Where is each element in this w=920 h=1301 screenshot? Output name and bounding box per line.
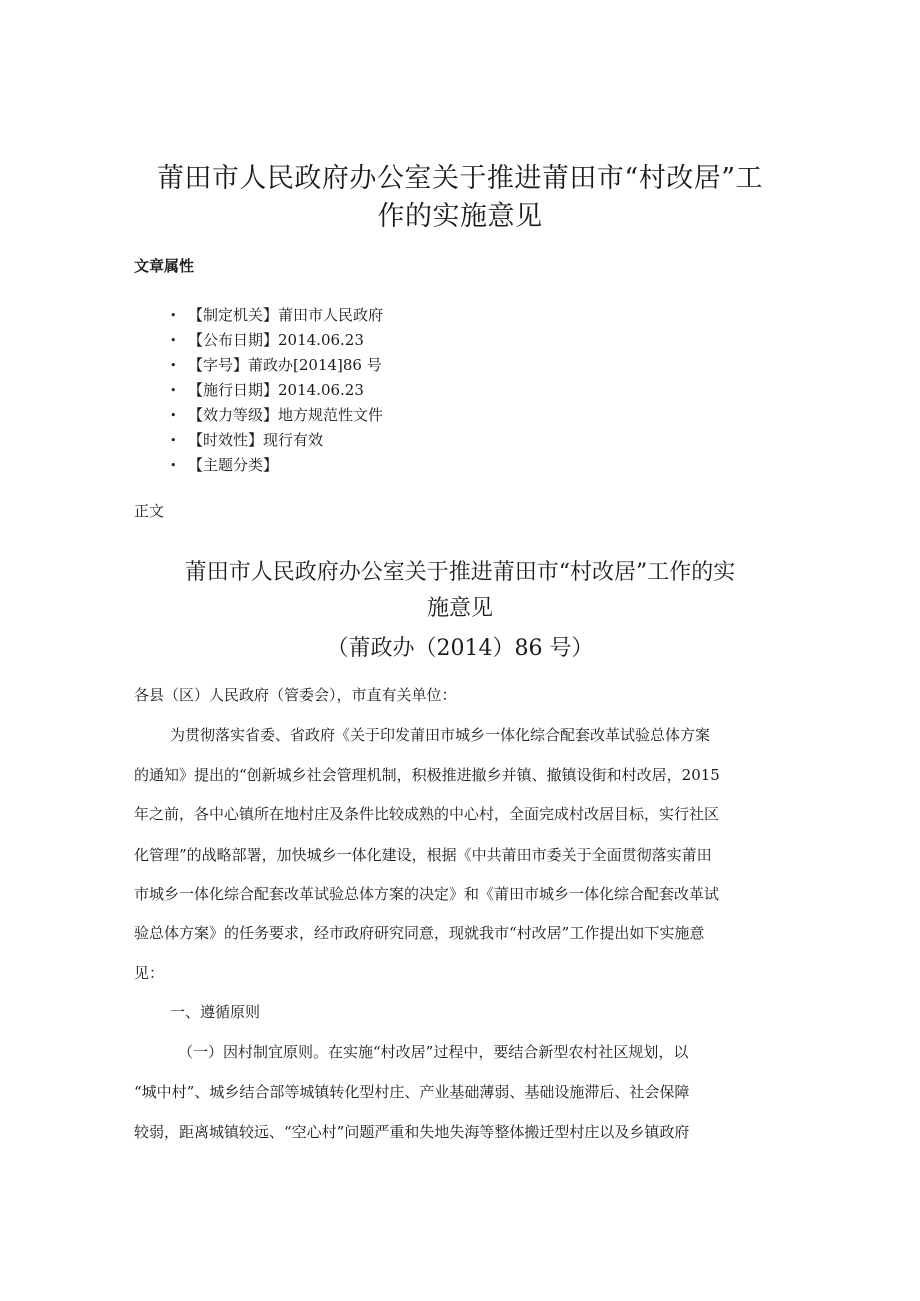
bullet-icon: •: [170, 384, 177, 397]
attribute-text: 【施行日期】2014.06.23: [188, 381, 364, 399]
main-title-line-2: 施意见: [426, 596, 493, 621]
paragraph-line: 的通知》提出的“创新城乡社会管理机制，积极推进撤乡并镇、撤镇设街和村改居，2015: [134, 766, 720, 784]
attribute-item: [170, 353, 383, 378]
attribute-text: 【效力等级】地方规范性文件: [188, 406, 384, 424]
main-title: [130, 555, 790, 627]
paragraph-line: （一）因村制宜原则。在实施“村改居”过程中，要结合新型农村社区规划，以: [178, 1043, 689, 1061]
document-number: （莆政办（2014）86 号）: [326, 636, 594, 661]
main-title-line-1: 莆田市人民政府办公室关于推进莆田市“村改居”工作的实: [184, 560, 736, 585]
bullet-icon: •: [170, 359, 177, 372]
bullet-icon: •: [170, 434, 177, 447]
attribute-text: 【公布日期】2014.06.23: [188, 331, 364, 349]
document-title-line-1: 莆田市人民政府办公室关于推进莆田市“村改居”工: [156, 163, 764, 194]
attribute-item: [170, 303, 383, 328]
attribute-item: [170, 403, 383, 428]
paragraph-line: 化管理”的战略部署，加快城乡一体化建设，根据《中共莆田市委关于全面贯彻落实莆田: [134, 846, 712, 864]
paragraph-line: “城中村”、城乡结合部等城镇转化型村庄、产业基础薄弱、基础设施滞后、社会保障: [134, 1083, 690, 1101]
bullet-icon: •: [170, 409, 177, 422]
body-heading: 正文: [134, 502, 165, 520]
attribute-text: 【字号】莆政办[2014]86 号: [188, 356, 382, 374]
attributes-heading: 文章属性: [134, 257, 195, 275]
attributes-list: [170, 303, 383, 478]
paragraph-line: 市城乡一体化综合配套改革试验总体方案的决定》和《莆田市城乡一体化综合配套改革试: [134, 885, 720, 903]
attribute-text: 【时效性】现行有效: [188, 431, 324, 449]
paragraph-line: 年之前，各中心镇所在地村庄及条件比较成熟的中心村，全面完成村改居目标，实行社区: [134, 805, 720, 823]
document-title: [130, 160, 790, 236]
section-heading: 一、遵循原则: [170, 1003, 261, 1021]
attribute-item: [170, 378, 383, 403]
paragraph-line: 较弱，距离城镇较远、“空心村”问题严重和失地失海等整体搬迁型村庄以及乡镇政府: [134, 1123, 690, 1141]
attribute-item: [170, 328, 383, 353]
attribute-text: 【主题分类】: [188, 456, 279, 474]
attribute-item: [170, 428, 383, 453]
paragraph-line: 为贯彻落实省委、省政府《关于印发莆田市城乡一体化综合配套改革试验总体方案: [170, 726, 711, 744]
bullet-icon: •: [170, 459, 177, 472]
attribute-item: [170, 453, 383, 478]
paragraph-line: 验总体方案》的任务要求，经市政府研究同意，现就我市“村改居”工作提出如下实施意: [134, 924, 705, 942]
attribute-text: 【制定机关】莆田市人民政府: [188, 306, 384, 324]
document-title-line-2: 作的实施意见: [377, 201, 543, 232]
paragraph-line: 见：: [134, 964, 165, 982]
bullet-icon: •: [170, 334, 177, 347]
bullet-icon: •: [170, 309, 177, 322]
salutation: 各县（区）人民政府（管委会），市直有关单位：: [134, 686, 457, 704]
